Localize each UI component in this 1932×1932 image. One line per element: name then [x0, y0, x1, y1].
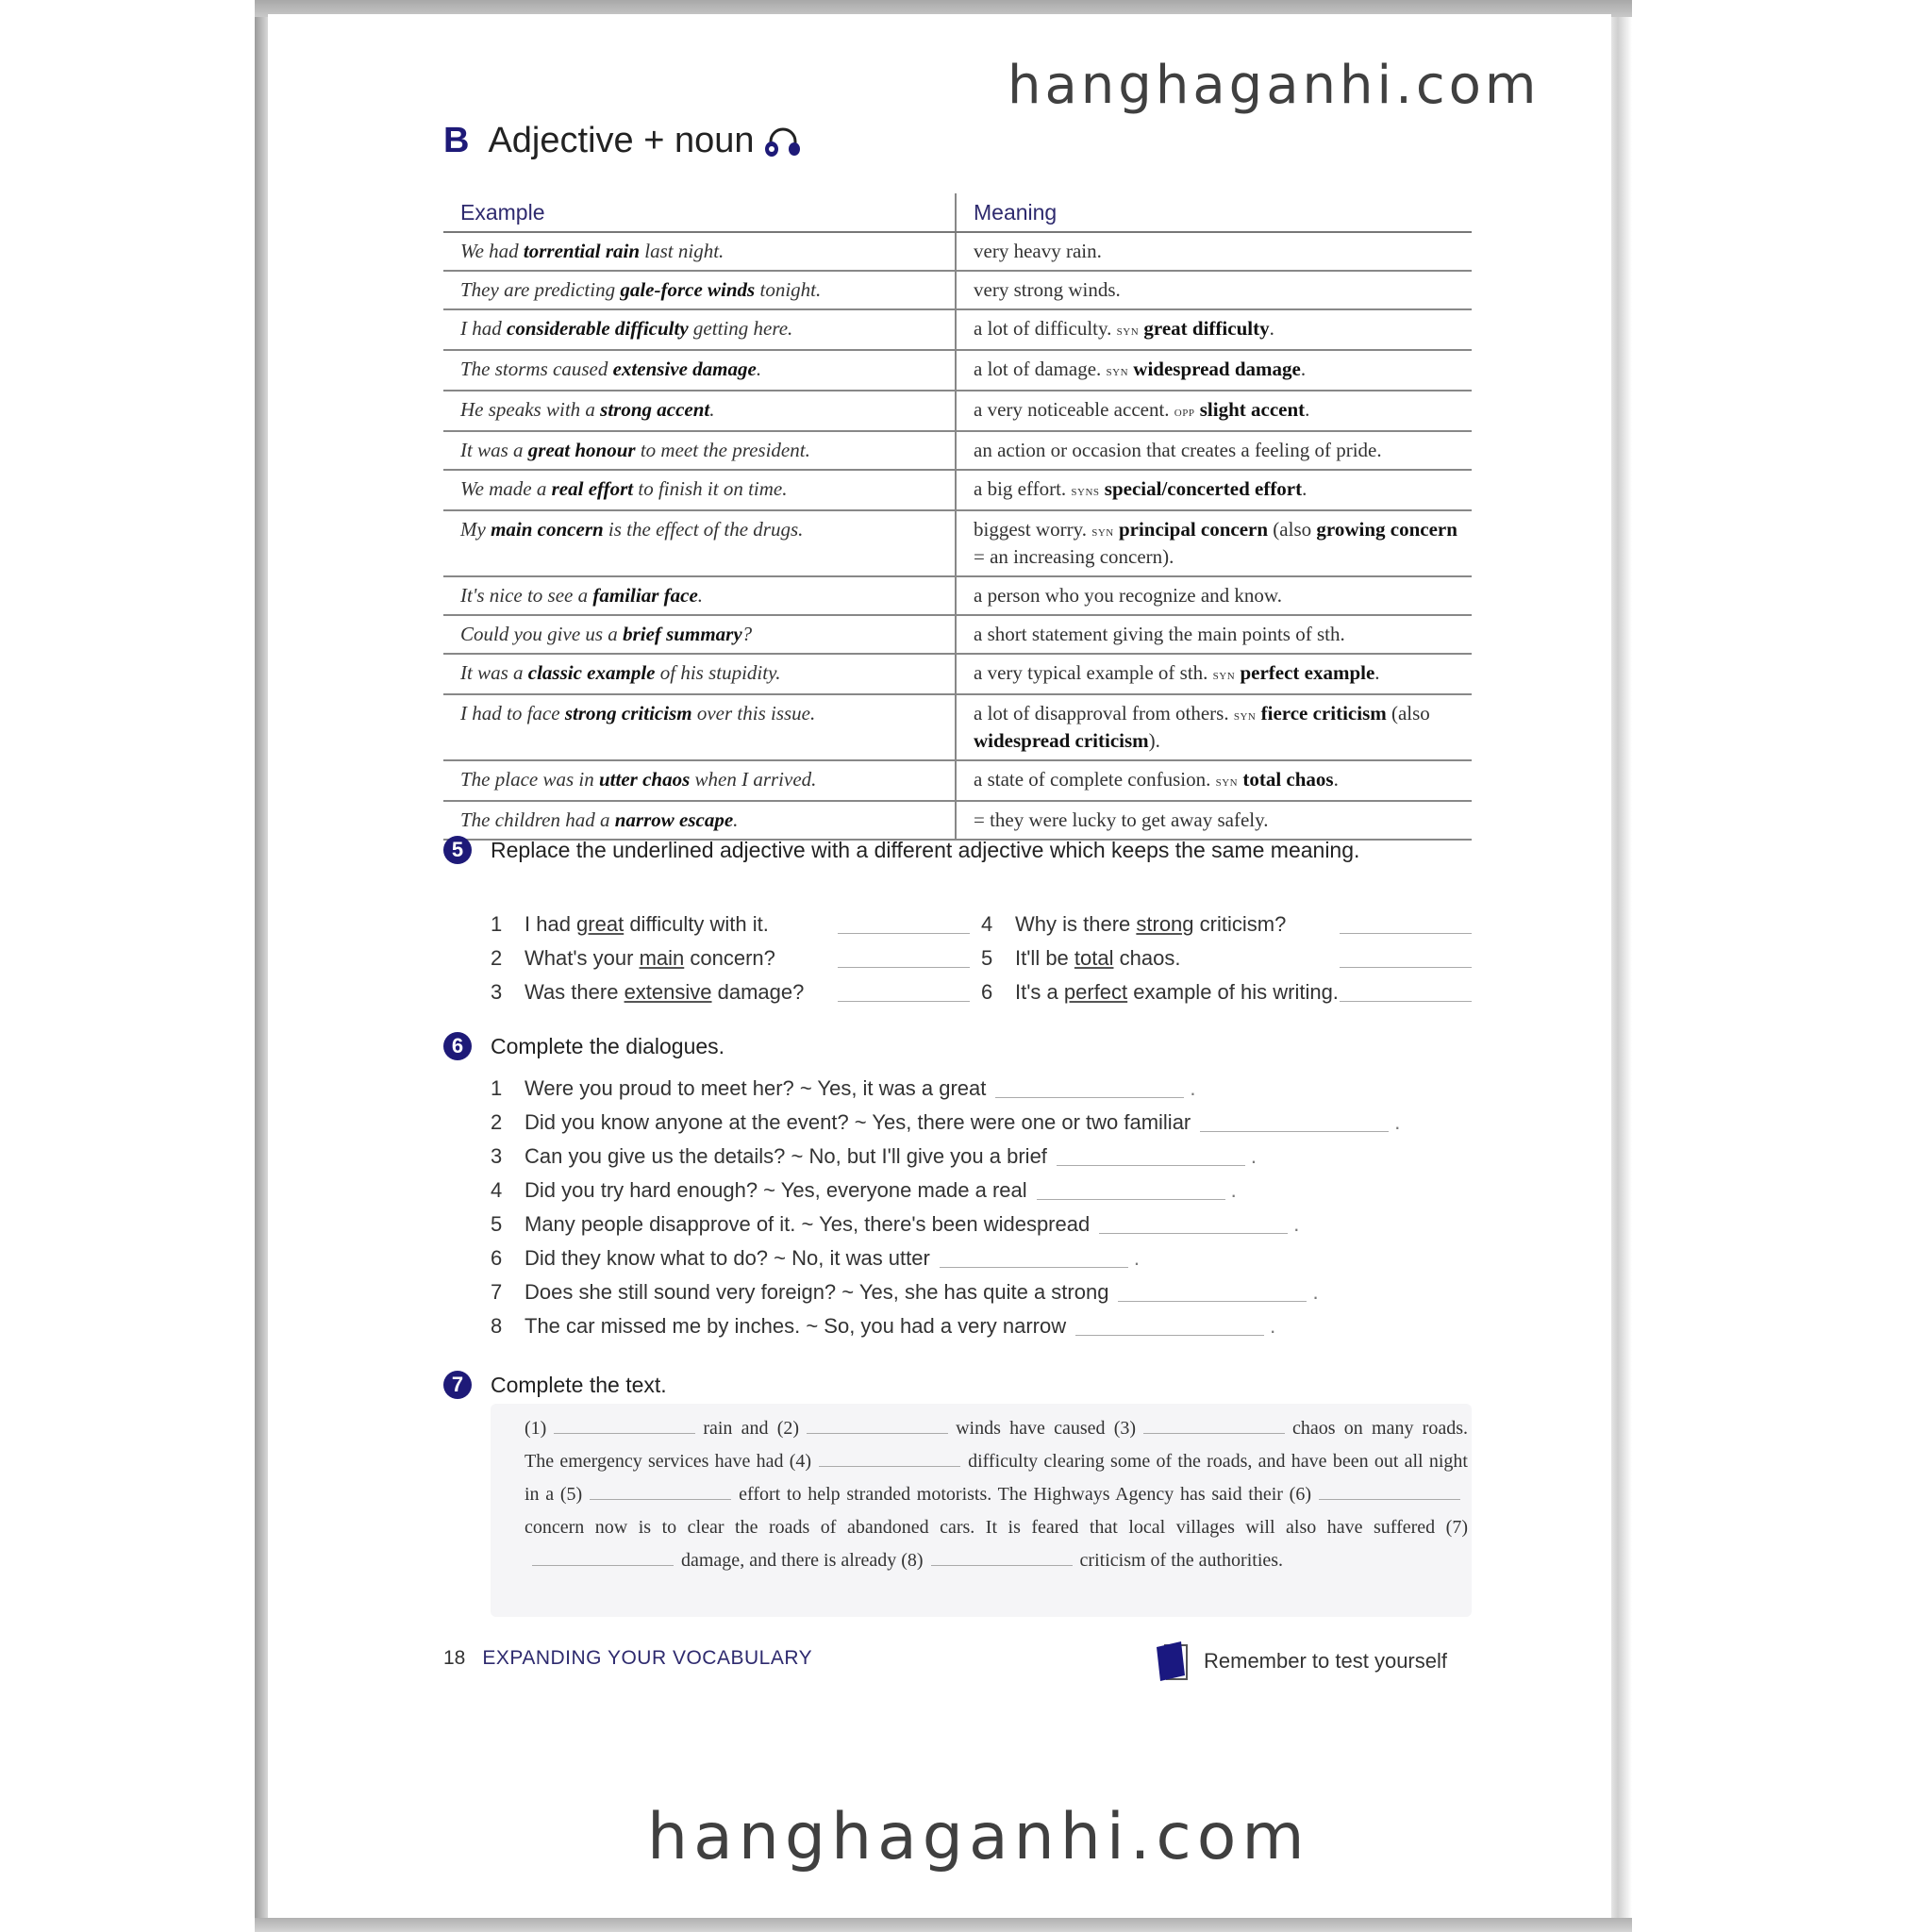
usage-tag: syns — [1071, 483, 1100, 499]
collocation: familiar face — [592, 584, 698, 607]
meaning-text: a big effort. — [974, 477, 1072, 500]
answer-blank[interactable] — [1037, 1182, 1225, 1200]
example-text: ? — [741, 623, 753, 645]
example-text: to meet the president. — [635, 439, 810, 461]
dialogue-item — [491, 1208, 1400, 1241]
answer-blank[interactable] — [940, 1250, 1128, 1268]
collocation-synonym: fierce criticism — [1256, 702, 1387, 724]
section-letter: B — [443, 121, 470, 160]
table-row — [443, 694, 1472, 760]
example-text: My — [460, 518, 491, 541]
item-number: 3 — [491, 1144, 503, 1168]
dialogue-text: Does she still sound very foreign? ~ Yes, she has quite a strong — [525, 1280, 1109, 1304]
example-text: It was a — [460, 661, 528, 684]
item-number: 2 — [491, 946, 503, 970]
item-number: 6 — [981, 980, 993, 1004]
meaning-text: . — [1333, 768, 1339, 791]
item-text-pre: It's a — [1015, 980, 1064, 1004]
example-text: of his stupidity. — [655, 661, 781, 684]
example-cell — [443, 576, 956, 615]
exercise-item — [491, 912, 981, 937]
meaning-cell — [956, 654, 1472, 694]
exercise-5-items — [491, 908, 1472, 1009]
dialogue-text: Were you proud to meet her? ~ Yes, it was a great — [525, 1076, 987, 1100]
exercise-row — [491, 908, 1472, 941]
book-icon — [1153, 1640, 1191, 1683]
test-yourself-text: Remember to test yourself — [1204, 1649, 1447, 1673]
meaning-text: very strong winds. — [974, 278, 1121, 301]
meaning-cell — [956, 510, 1472, 576]
answer-blank[interactable] — [1340, 950, 1472, 968]
period: . — [1133, 1246, 1140, 1270]
passage-text: winds have caused (3) — [956, 1418, 1137, 1439]
item-text-post: concern? — [684, 946, 775, 970]
meaning-cell — [956, 615, 1472, 654]
test-yourself-note — [1153, 1640, 1447, 1683]
period: . — [1293, 1212, 1300, 1236]
table-row — [443, 801, 1472, 840]
exercise-item — [491, 980, 981, 1005]
collocation: classic example — [527, 661, 656, 684]
exercise-number-badge: 7 — [443, 1371, 472, 1399]
meaning-text: = they were lucky to get away safely. — [974, 808, 1269, 831]
meaning-text: . — [1300, 358, 1307, 380]
collocation: extensive damage — [612, 358, 757, 380]
meaning-cell — [956, 350, 1472, 391]
item-text-post: chaos. — [1113, 946, 1181, 970]
dialogue-text: Did you try hard enough? ~ Yes, everyone made a real — [525, 1178, 1027, 1202]
collocation: great honour — [527, 439, 636, 461]
exercise-item — [981, 912, 1472, 937]
item-text-pre: It'll be — [1015, 946, 1074, 970]
meaning-text: a lot of difficulty. — [974, 317, 1117, 340]
underlined-adjective: great — [576, 912, 625, 936]
example-text: It was a — [460, 439, 528, 461]
meaning-text: a lot of damage. — [974, 358, 1107, 380]
example-text: getting here. — [688, 317, 793, 340]
example-cell — [443, 654, 956, 694]
example-text: last night. — [640, 240, 724, 262]
answer-blank[interactable] — [1143, 1420, 1285, 1434]
example-text: He speaks with a — [460, 398, 601, 421]
answer-blank[interactable] — [554, 1420, 695, 1434]
example-text: . — [709, 398, 715, 421]
table-row — [443, 760, 1472, 801]
example-cell — [443, 470, 956, 510]
item-number: 8 — [491, 1314, 503, 1338]
example-text: They are predicting — [460, 278, 621, 301]
item-number: 1 — [491, 912, 503, 936]
usage-tag: opp — [1174, 404, 1195, 420]
collocation-synonym: total chaos — [1238, 768, 1334, 791]
item-text — [1015, 912, 1286, 937]
answer-blank[interactable] — [1340, 984, 1472, 1002]
passage-text: criticism of the authorities. — [1079, 1550, 1284, 1571]
answer-blank[interactable] — [1075, 1318, 1264, 1336]
underlined-adjective: main — [639, 946, 685, 970]
usage-tag: syn — [1212, 667, 1236, 683]
meaning-text: . — [1302, 477, 1307, 500]
exercise-item — [981, 946, 1472, 971]
dialogue-text: The car missed me by inches. ~ So, you had a very narrow — [525, 1314, 1067, 1338]
passage-text: chaos on many roads. The emergency services have had (4) — [525, 1418, 1468, 1472]
page-shadow-bottom — [255, 1918, 1632, 1932]
example-text: We had — [460, 240, 524, 262]
passage-text: (1) — [525, 1418, 547, 1439]
item-text-pre: I had — [525, 912, 577, 936]
answer-blank[interactable] — [1319, 1486, 1460, 1500]
meaning-text: a very typical example of sth. — [974, 661, 1213, 684]
example-cell — [443, 350, 956, 391]
example-text: to finish it on time. — [633, 477, 788, 500]
dialogue-item — [491, 1275, 1400, 1309]
dialogue-text: Did they know what to do? ~ No, it was utter — [525, 1246, 930, 1270]
example-cell — [443, 615, 956, 654]
item-text — [525, 980, 804, 1005]
table-row — [443, 309, 1472, 350]
item-number: 4 — [981, 912, 993, 936]
table-row — [443, 615, 1472, 654]
collocation-synonym: widespread damage — [1128, 358, 1301, 380]
table-row — [443, 271, 1472, 309]
period: . — [1230, 1178, 1237, 1202]
section-heading — [443, 121, 803, 161]
usage-tag: syn — [1116, 323, 1140, 339]
table-row — [443, 654, 1472, 694]
passage-text: damage, and there is already (8) — [681, 1550, 924, 1571]
table-row — [443, 510, 1472, 576]
meaning-cell — [956, 470, 1472, 510]
collocation: brief summary — [623, 623, 742, 645]
watermark-bottom: hanghaganhi.com — [647, 1800, 1310, 1874]
item-number: 6 — [491, 1246, 503, 1270]
answer-blank[interactable] — [931, 1552, 1073, 1566]
exercise-5-heading — [443, 836, 1434, 864]
collocation-synonym: great difficulty — [1139, 317, 1270, 340]
collocation-related: growing concern — [1316, 518, 1457, 541]
dialogue-item — [491, 1106, 1400, 1140]
example-text: . — [697, 584, 704, 607]
example-text: Could you give us a — [460, 623, 624, 645]
example-text: is the effect of the drugs. — [603, 518, 804, 541]
item-text-pre: Why is there — [1015, 912, 1137, 936]
item-number: 1 — [491, 1076, 503, 1100]
item-number: 7 — [491, 1280, 503, 1304]
section-title: Adjective + noun — [488, 121, 755, 160]
exercise-number-badge: 5 — [443, 836, 472, 864]
meaning-text: a short statement giving the main points of sth. — [974, 623, 1345, 645]
exercise-row — [491, 975, 1472, 1009]
dialogue-item — [491, 1140, 1400, 1174]
item-number: 4 — [491, 1178, 503, 1202]
passage-text: effort to help stranded motorists. The Highways Agency has said their (6) — [739, 1484, 1311, 1505]
period: . — [1312, 1280, 1319, 1304]
collocation-related: widespread criticism — [974, 729, 1149, 752]
item-text-post: difficulty with it. — [624, 912, 769, 936]
example-cell — [443, 431, 956, 470]
meaning-text: a lot of disapproval from others. — [974, 702, 1234, 724]
exercise-6-heading — [443, 1032, 1434, 1060]
answer-blank[interactable] — [838, 916, 970, 934]
collocation: considerable difficulty — [507, 317, 689, 340]
item-number: 5 — [981, 946, 993, 970]
answer-blank[interactable] — [532, 1552, 674, 1566]
meaning-text: . — [1269, 317, 1274, 340]
example-cell — [443, 760, 956, 801]
collocation: gale-force winds — [620, 278, 756, 301]
exercise-6-instruction: Complete the dialogues. — [491, 1034, 725, 1058]
item-text — [1015, 980, 1339, 1005]
meaning-cell — [956, 309, 1472, 350]
collocation-synonym: special/concerted effort — [1099, 477, 1303, 500]
meaning-cell — [956, 694, 1472, 760]
item-text — [525, 912, 769, 937]
exercise-item — [981, 980, 1472, 1005]
example-text: . — [733, 808, 739, 831]
dialogue-item — [491, 1174, 1400, 1208]
meaning-text: an action or occasion that creates a feeling of pride. — [974, 439, 1382, 461]
period: . — [1270, 1314, 1276, 1338]
answer-blank[interactable] — [590, 1486, 731, 1500]
item-text — [1015, 946, 1180, 971]
period: . — [1394, 1110, 1401, 1134]
meaning-text: a person who you recognize and know. — [974, 584, 1282, 607]
table-row — [443, 431, 1472, 470]
meaning-text: a very noticeable accent. — [974, 398, 1174, 421]
example-cell — [443, 271, 956, 309]
meaning-text: = an increasing concern). — [974, 545, 1174, 568]
usage-tag: syn — [1106, 363, 1129, 379]
page-footer — [443, 1647, 812, 1670]
collocation: torrential rain — [523, 240, 641, 262]
page-number: 18 — [443, 1647, 466, 1669]
table-header-row — [443, 193, 1472, 232]
exercise-6-items — [491, 1072, 1400, 1343]
period: . — [1250, 1144, 1257, 1168]
table-row — [443, 232, 1472, 271]
item-number: 3 — [491, 980, 503, 1004]
example-text: It's nice to see a — [460, 584, 593, 607]
example-text: The storms caused — [460, 358, 613, 380]
meaning-text: a state of complete confusion. — [974, 768, 1216, 791]
collocation-synonym: principal concern — [1113, 518, 1269, 541]
dialogue-item — [491, 1072, 1400, 1106]
table-row — [443, 350, 1472, 391]
example-cell — [443, 309, 956, 350]
item-text-pre: Was there — [525, 980, 625, 1004]
example-text: We made a — [460, 477, 552, 500]
example-text: tonight. — [755, 278, 822, 301]
meaning-text: (also — [1386, 702, 1430, 724]
exercise-7-heading — [443, 1371, 1434, 1399]
collocation-synonym: slight accent — [1194, 398, 1306, 421]
answer-blank[interactable] — [819, 1453, 960, 1467]
answer-blank[interactable] — [838, 950, 970, 968]
example-text: The place was in — [460, 768, 599, 791]
example-cell — [443, 510, 956, 576]
passage-text: difficulty clearing some of the roads, and have been out all night in a (5) — [525, 1451, 1468, 1505]
item-text — [525, 946, 775, 971]
table-row — [443, 470, 1472, 510]
collocation-synonym: perfect example — [1235, 661, 1375, 684]
exercise-7-instruction: Complete the text. — [491, 1373, 667, 1397]
meaning-text: . — [1305, 398, 1310, 421]
passage-text: concern now is to clear the roads of abandoned cars. It is feared that local villages will also have suffered (7) — [525, 1517, 1468, 1538]
collocation: narrow escape — [614, 808, 734, 831]
meaning-cell — [956, 271, 1472, 309]
dialogue-item — [491, 1309, 1400, 1343]
meaning-cell — [956, 576, 1472, 615]
example-text: I had — [460, 317, 507, 340]
usage-tag: syn — [1091, 524, 1114, 540]
underlined-adjective: perfect — [1063, 980, 1128, 1004]
meaning-text: (also — [1268, 518, 1317, 541]
collocation: strong accent — [600, 398, 710, 421]
meaning-text: ). — [1148, 729, 1160, 752]
meaning-cell — [956, 232, 1472, 271]
item-number: 5 — [491, 1212, 503, 1236]
example-cell — [443, 694, 956, 760]
dialogue-text: Did you know anyone at the event? ~ Yes, there were one or two familiar — [525, 1110, 1191, 1134]
collocation: utter chaos — [599, 768, 691, 791]
meaning-text: very heavy rain. — [974, 240, 1102, 262]
example-text: The children had a — [460, 808, 615, 831]
usage-tag: syn — [1233, 708, 1257, 724]
dialogue-item — [491, 1241, 1400, 1275]
example-text: when I arrived. — [690, 768, 817, 791]
header-example: Example — [443, 193, 956, 232]
answer-blank[interactable] — [1057, 1148, 1245, 1166]
meaning-cell — [956, 801, 1472, 840]
meaning-cell — [956, 431, 1472, 470]
meaning-cell — [956, 760, 1472, 801]
underlined-adjective: strong — [1136, 912, 1194, 936]
passage-text: rain and (2) — [703, 1418, 800, 1439]
exercise-row — [491, 941, 1472, 975]
exercise-item — [491, 946, 981, 971]
example-text: over this issue. — [691, 702, 816, 724]
item-text-post: damage? — [711, 980, 805, 1004]
watermark-top: hanghaganhi.com — [1008, 55, 1541, 116]
example-cell — [443, 391, 956, 431]
collocation: main concern — [491, 518, 604, 541]
exercise-number-badge: 6 — [443, 1032, 472, 1060]
vocabulary-table — [443, 193, 1472, 841]
headphones-icon[interactable] — [763, 125, 803, 158]
answer-blank[interactable] — [1099, 1216, 1288, 1234]
underlined-adjective: extensive — [624, 980, 712, 1004]
exercise-5-instruction: Replace the underlined adjective with a different adjective which keeps the same meaning. — [491, 838, 1360, 862]
table-row — [443, 391, 1472, 431]
item-text-pre: What's your — [525, 946, 640, 970]
example-cell — [443, 232, 956, 271]
footer-section-title: EXPANDING YOUR VOCABULARY — [482, 1647, 813, 1669]
answer-blank[interactable] — [1340, 916, 1472, 934]
example-text: I had to face — [460, 702, 565, 724]
item-number: 2 — [491, 1110, 503, 1134]
usage-tag: syn — [1215, 774, 1239, 790]
table-row — [443, 576, 1472, 615]
item-text-post: example of his writing. — [1127, 980, 1339, 1004]
dialogue-text: Many people disapprove of it. ~ Yes, there's been widespread — [525, 1212, 1091, 1236]
example-text: . — [756, 358, 762, 380]
cloze-passage — [525, 1412, 1468, 1577]
collocation: real effort — [551, 477, 634, 500]
item-text-post: criticism? — [1193, 912, 1287, 936]
answer-blank[interactable] — [1118, 1284, 1307, 1302]
answer-blank[interactable] — [995, 1080, 1184, 1098]
collocation: strong criticism — [564, 702, 692, 724]
answer-blank[interactable] — [838, 984, 970, 1002]
example-cell — [443, 801, 956, 840]
answer-blank[interactable] — [1200, 1114, 1389, 1132]
meaning-text: . — [1374, 661, 1380, 684]
underlined-adjective: total — [1074, 946, 1114, 970]
meaning-cell — [956, 391, 1472, 431]
answer-blank[interactable] — [807, 1420, 948, 1434]
period: . — [1190, 1076, 1196, 1100]
dialogue-text: Can you give us the details? ~ No, but I'll give you a brief — [525, 1144, 1047, 1168]
header-meaning: Meaning — [956, 193, 1472, 232]
meaning-text: biggest worry. — [974, 518, 1092, 541]
